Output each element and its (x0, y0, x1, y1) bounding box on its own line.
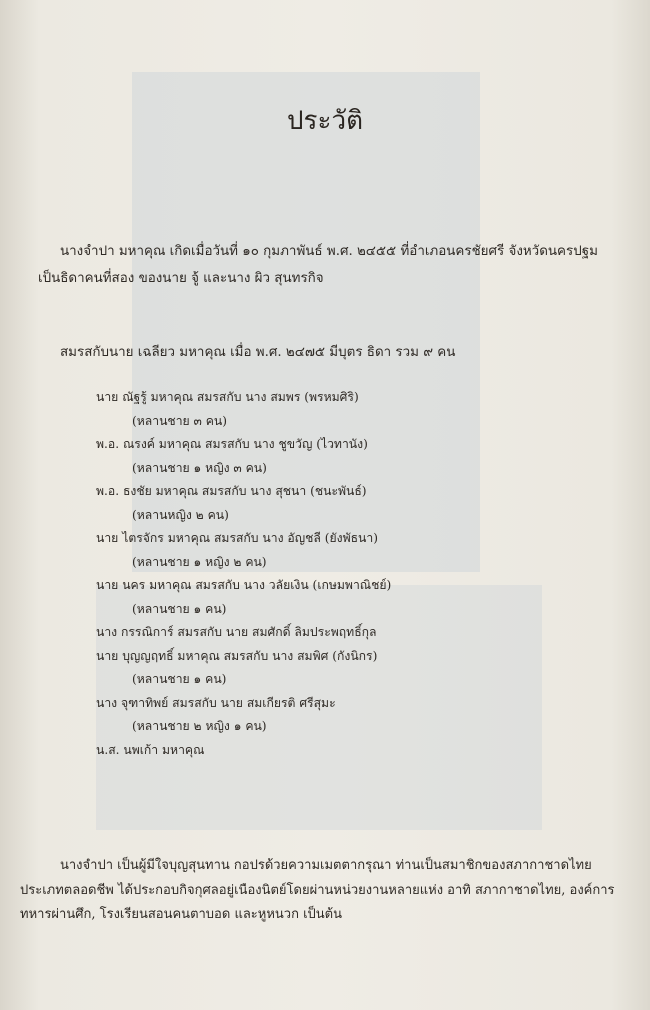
child-entry: นาย บุญญฤทธิ์ มหาคุณ สมรสกับ นาง สมพิศ (กังนิกร) (96, 648, 378, 663)
grandchildren-note: (หลานหญิง ๒ คน) (132, 507, 229, 522)
child-entry: น.ส. นพเก้า มหาคุณ (96, 742, 205, 757)
paragraph-marriage: สมรสกับนาย เฉลียว มหาคุณ เมื่อ พ.ศ. ๒๔๗๕ มีบุตร ธิดา รวม ๙ คน (60, 345, 456, 360)
child-entry: นาย นคร มหาคุณ สมรสกับ นาง วลัยเงิน (เกษมพาณิชย์) (96, 578, 392, 592)
child-entry: นาง กรรณิการ์ สมรสกับ นาย สมศักดิ์ ลิมประพฤทธิ์กุล (96, 625, 377, 639)
page-title: ประวัติ (287, 106, 363, 136)
grandchildren-note: (หลานชาย ๑ คน) (132, 601, 227, 616)
child-entry: นาย ณัฐรู้ มหาคุณ สมรสกับ นาง สมพร (พรหมศิริ) (96, 390, 359, 404)
child-entry: พ.อ. ณรงค์ มหาคุณ สมรสกับ นาง ชูขวัญ (ไวทานัง) (96, 437, 368, 451)
grandchildren-note: (หลานชาย ๑ หญิง ๒ คน) (132, 554, 267, 569)
child-entry: นาย ไตรจักร มหาคุณ สมรสกับ นาง อัญชลี (ยังพัธนา) (96, 531, 378, 545)
grandchildren-note: (หลานชาย ๓ คน) (132, 413, 228, 428)
grandchildren-note: (หลานชาย ๒ หญิง ๑ คน) (132, 719, 267, 733)
grandchildren-note: (หลานชาย ๑ หญิง ๓ คน) (132, 460, 267, 475)
child-entry: นาง จุฑาทิพย์ สมรสกับ นาย สมเกียรติ ศรีสุมะ (96, 695, 336, 710)
paragraph-charity: นางจำปา เป็นผู้มีใจบุญสุนทาน กอปรด้วยความเมตตากรุณา ท่านเป็นสมาชิกของสภากาชาดไทย ประเภทตลอดชีพ ได้ประกอบกิจกุศลอยู่เนืองนิตย์โดยผ่านหน่วยงานหลายแห่ง อาทิ สภากาชาดไทย, องค์การทหารผ่านศึก, โรงเรียนสอนคนตาบอด และหูหนวก เป็นต้น (20, 858, 615, 922)
child-entry: พ.อ. ธงชัย มหาคุณ สมรสกับ นาง สุชนา (ชนะพันธ์) (96, 484, 367, 498)
grandchildren-note: (หลานชาย ๑ คน) (132, 672, 227, 686)
paragraph-birth: นางจำปา มหาคุณ เกิดเมื่อวันที่ ๑๐ กุมภาพันธ์ พ.ศ. ๒๔๕๕ ที่อำเภอนครชัยศรี จังหวัดนครปฐม เป็นธิดาคนที่สอง ของนาย จู้ และนาง ผิว สุนทรกิจ (38, 244, 598, 286)
children-list (96, 386, 576, 762)
